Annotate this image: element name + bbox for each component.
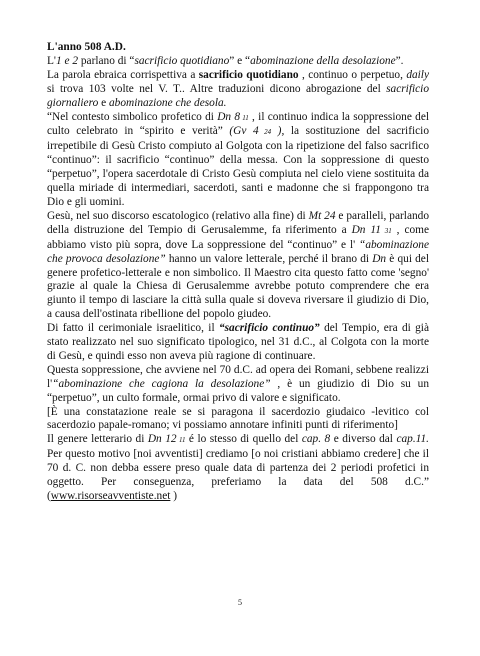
text-span: ): [170, 490, 178, 502]
text-span: , come abbiamo visto più sopra, dove La soppressione del “continuo” e l': [47, 223, 430, 251]
paragraph-5: [47, 322, 429, 364]
text-span: Questa soppressione, che avviene nel 70 d.C. ad opera dei Romani, sebbene realizzi l': [47, 363, 429, 390]
text-span: hanno un valore letterale, perché il brano di: [165, 252, 373, 265]
text-span: Per questo motivo [noi avventisti] crediamo [o noi cristiani abbiamo credere] che il 70 d. C. non debba essere preso quale data di partenza dei 2 periodi profetici in oggetto. Per conseguenza, preferiamo la data del 508 d.C.” (: [47, 448, 429, 502]
text-span: La parola ebraica corrispettiva a: [47, 68, 199, 81]
text-span: Il genere letterario di: [47, 433, 148, 446]
verse-reference: Dn 11: [351, 223, 381, 236]
italic-term: sacrificio giornaliero: [47, 82, 429, 109]
text-span: Gesù, nel suo discorso escatologico (relativo alla fine) di: [47, 209, 309, 222]
document-body: [47, 41, 429, 504]
text-span: é lo stesso di quello del: [185, 433, 302, 446]
bold-italic-term: “sacrificio continuo”: [218, 322, 320, 335]
paragraph-2: [47, 69, 429, 111]
text-span: L': [47, 54, 56, 67]
verse-number: 11: [240, 113, 249, 122]
paragraph-7: [È una constatazione reale se si paragona il sacerdozio giudaico -levitico col sacerdozio papale-romano; vi possiamo annotare infiniti punti di riferimento]: [47, 405, 429, 432]
italic-term: “abominazione che provoca desolazione”: [47, 238, 429, 265]
text-span: , è un giudizio di Dio su un “perpetuo”, un culto formale, ormai privo di valore e significato.: [47, 377, 429, 404]
paragraph-6: [47, 364, 429, 406]
paragraph-4: [47, 210, 429, 322]
text-span: la sostituzione del sacrificio irrepetibile di Gesù Cristo compiuto al Golgota con la ripetizione del falso sacrifico “continuo”: il sacrificio “continuo” della messa. Con la soppressione di questo “perpetuo”, l'opera sacerdotale di Cristo Gesù compiuta nel cielo viene sostituita da quella miriade di intermediari, sacerdoti, santi e madonne che si frappongono tra Dio e gli uomini.: [47, 125, 429, 208]
paragraph-1: [47, 55, 429, 69]
text-span: , continuo o perpetuo,: [298, 68, 407, 81]
text-span: e diverso dal: [330, 433, 397, 446]
italic-term: daily: [406, 68, 429, 81]
italic-term: abominazione che desola.: [108, 96, 227, 109]
italic-term: sacrificio quotidiano: [134, 54, 230, 67]
verse-reference: (Gv 4: [229, 125, 259, 138]
text-span: del Tempio, era di già stato realizzato nel suo significato tipologico, nel 31 d.C., al Colgota con la morte di Gesù, e quindi esso non aveva più ragione di continuare.: [47, 322, 429, 362]
page-number: 5: [238, 598, 242, 607]
website-link[interactable]: www.risorseavventiste.net: [50, 490, 171, 502]
text-span: ” e “: [229, 54, 251, 67]
paragraph-3: [47, 111, 429, 210]
text-span: parlano di “: [78, 54, 135, 67]
verse-number: 24: [258, 128, 272, 137]
text-span: “Nel contesto simbolico profetico di: [47, 110, 218, 123]
text-span: , il continuo indica la soppressione del culto celebrato in “spirito e verità”: [47, 110, 430, 138]
verse-reference: 1 e 2: [55, 54, 79, 67]
verse-number: 11: [176, 436, 186, 445]
verse-number: 31: [380, 226, 392, 235]
verse-reference: cap.11.: [396, 433, 430, 446]
italic-term: “abominazione che cagiona la desolazione”: [52, 377, 271, 390]
text-span: è qui del genere profetico-letterale e non simbolico. Il Maestro cita questo fatto come 'segno' grazie al quale la Chiesa di Gerusalemme avrebbe potuto comprendere che era giunto il tempo di lasciare la città sulla quale si doveva riversare il giudizio di Dio, a causa dell'ostinata ribellione del popolo giudeo.: [47, 252, 429, 321]
verse-reference: Dn 12: [147, 433, 177, 446]
text-span: e paralleli, parlando della distruzione del Tempio di Gerusalemme, fa riferimento a: [47, 209, 429, 236]
section-title: L'anno 508 A.D.: [47, 41, 126, 53]
bold-term: sacrificio quotidiano: [198, 68, 299, 81]
verse-reference: Dn 8: [217, 110, 241, 123]
verse-reference: cap. 8: [301, 433, 331, 446]
text-span: ”.: [395, 54, 404, 67]
text-span: e: [98, 96, 109, 109]
italic-term: ),: [271, 125, 285, 138]
verse-reference: Mt 24: [308, 209, 336, 222]
italic-term: abominazione della desolazione: [250, 54, 396, 67]
text-span: Di fatto il cerimoniale israelitico, il: [47, 322, 219, 335]
text-span: si trova 103 volte nel V. T.. Altre traduzioni dicono abrogazione del: [47, 82, 387, 95]
verse-reference: Dn: [372, 252, 387, 265]
paragraph-8: [47, 433, 429, 504]
